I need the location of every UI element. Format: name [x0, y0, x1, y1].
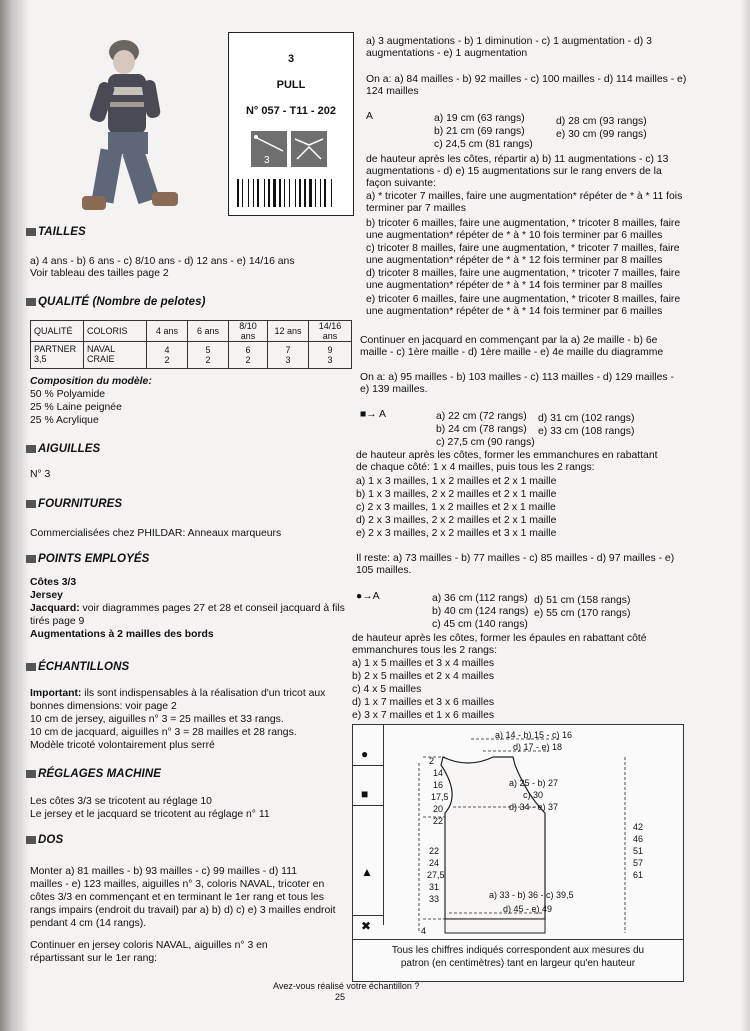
right-text-line: b) 1 x 3 mailles, 2 x 2 mailles et 2 x 1 maille [356, 489, 557, 500]
gauge-line: bonnes dimensions: voir page 2 [30, 701, 177, 712]
gauge-line: Important: ils sont indispensables à la réalisation d'un tricot aux [30, 688, 326, 699]
table-header-cell: QUALITÉ [31, 321, 84, 342]
total-height: 46 [633, 834, 644, 844]
armhole-depth: 20 [433, 804, 444, 814]
needles-text: N° 3 [30, 469, 51, 480]
heading-echantillons: ÉCHANTILLONS [26, 661, 129, 673]
right-text-line: de hauteur après les côtes, former les emmanchures en rabattant [356, 450, 658, 461]
barcode-bar [322, 179, 323, 207]
barcode-bar [315, 179, 316, 207]
armhole-depth: 22 [433, 816, 444, 826]
machine-line: Les côtes 3/3 se tricotent au réglage 10 [30, 796, 212, 807]
right-text-line: de hauteur après les côtes, répartir a) b) 11 augmentations - c) 13 [366, 154, 669, 165]
right-text-line: une augmentation* répéter de * à * 14 fois terminer par 6 mailles [366, 306, 663, 317]
barcode-bar [331, 179, 332, 207]
stitch-line: Jersey [30, 590, 63, 601]
barcode-bar [291, 179, 294, 207]
marker-dot: ●→A [356, 591, 380, 602]
right-text-line: c) tricoter 8 mailles, faire une augmentation, * tricoter 7 mailles, faire [366, 243, 680, 254]
right-text-line: e) 2 x 3 mailles, 2 x 2 mailles et 3 x 1 maille [356, 528, 557, 539]
table-header-row [31, 321, 352, 342]
right-text-line: une augmentation* répéter de * à * 14 fois terminer par 8 mailles [366, 280, 663, 291]
diagram-caption: Tous les chiffres indiqués correspondent aux mesures du [391, 945, 645, 956]
right-text-line: b) 2 x 5 mailles et 2 x 4 mailles [352, 671, 495, 682]
measure: e) 33 cm (108 rangs) [538, 426, 635, 437]
triangle-icon: ▲ [361, 865, 373, 879]
qty-cell: 9 3 [309, 342, 352, 369]
heading-dos: DOS [26, 834, 63, 846]
right-text-line: une augmentation* répéter de * à * 10 fois terminer par 6 mailles [366, 230, 663, 241]
barcode-bar [299, 179, 301, 207]
right-text-line: a) 1 x 5 mailles et 3 x 4 mailles [352, 658, 495, 669]
right-text-line: c) 2 x 3 mailles, 1 x 2 mailles et 2 x 1 maille [356, 502, 556, 513]
total-height: 51 [633, 846, 644, 856]
page-number: 25 [335, 992, 346, 1002]
model-photo [78, 32, 182, 218]
right-text-line: d) 1 x 7 mailles et 3 x 6 mailles [352, 697, 495, 708]
body-height: 33 [429, 894, 440, 904]
table-header-cell: COLORIS [84, 321, 147, 342]
barcode-bar [317, 179, 319, 207]
stitch-line: Jacquard: voir diagrammes pages 27 et 28 et conseil jacquard à fils [30, 603, 345, 614]
barcode-bar [240, 179, 241, 207]
model-number: 3 [287, 53, 295, 65]
heading-tailles: TAILLES [26, 226, 86, 238]
barcode-bar [248, 179, 249, 207]
table-header-cell: 6 ans [188, 321, 229, 342]
back-line: rangs impairs (endroit du travail) par a) b) d) c) e) 3 mailles endroit [30, 905, 336, 916]
barcode-bar [313, 179, 314, 207]
back-line: côtes 3/3 en commençant et en terminant le 1er rang et tous les [30, 892, 324, 903]
diagram-caption: patron (en centimètres) tant en largeur qu'en hauteur [400, 958, 636, 969]
qty-cell: 5 2 [188, 342, 229, 369]
armhole-depth: 14 [433, 768, 444, 778]
heading-qualite: QUALITÉ (Nombre de pelotes) [26, 296, 206, 308]
barcode-bar [268, 179, 270, 207]
rib-height: 4 [421, 926, 427, 936]
barcode-bar [320, 179, 321, 207]
marker-square: ■→ A [360, 409, 386, 420]
right-text-line: b) tricoter 6 mailles, faire une augmentation, * tricoter 8 mailles, faire [366, 218, 681, 229]
heading-fournitures: FOURNITURES [26, 498, 122, 510]
stitch-line: Augmentations à 2 mailles des bords [30, 629, 214, 640]
footer-note: Avez-vous réalisé votre échantillon ? [273, 981, 420, 991]
right-text-line: d) tricoter 8 mailles, faire une augmentation, * tricoter 7 mailles, faire [366, 268, 681, 279]
measure: d) 28 cm (93 rangs) [556, 116, 647, 127]
total-height: 42 [633, 822, 644, 832]
table-header-cell: 12 ans [268, 321, 309, 342]
quality-cell: PARTNER 3,5 [31, 342, 84, 369]
back-line: Monter a) 81 mailles - b) 93 mailles - c) 99 mailles - d) 111 [30, 866, 297, 877]
barcode-bar [250, 179, 252, 207]
measure: c) 27,5 cm (90 rangs) [436, 437, 535, 448]
right-text-line: augmentations - e) 1 augmentation [366, 48, 528, 59]
right-text-line: a) 3 augmentations - b) 1 diminution - c) 1 augmentation - d) 3 [366, 36, 652, 47]
body-height: 31 [429, 882, 440, 892]
barcode-bar [257, 179, 259, 207]
armhole-depth: 2 [429, 756, 435, 766]
barcode-bar [260, 179, 263, 207]
barcode-bar [253, 179, 254, 207]
barcode-bar [309, 179, 312, 207]
right-text-line: de chaque côté: 1 x 4 mailles, puis tous les 2 rangs: [356, 462, 595, 473]
right-text-line: de hauteur après les côtes, former les épaules en rabattant côté [352, 633, 647, 644]
total-height: 57 [633, 858, 644, 868]
right-text-line: On a: a) 95 mailles - b) 103 mailles - c) 113 mailles - d) 129 mailles - [360, 372, 674, 383]
measure: b) 40 cm (124 rangs) [432, 606, 529, 617]
square-icon: ■ [361, 787, 369, 801]
barcode-bar [282, 179, 283, 207]
needle-size-icon [251, 131, 287, 167]
barcode-bar [255, 179, 256, 207]
right-text-line: 124 mailles [366, 86, 419, 97]
quantity-table [30, 320, 352, 369]
qty-cell: 4 2 [147, 342, 188, 369]
measure: c) 24,5 cm (81 rangs) [434, 139, 533, 150]
right-text-line: terminer par 7 mailles [366, 203, 466, 214]
machine-line: Le jersey et le jacquard se tricotent au réglage n° 11 [30, 809, 270, 820]
table-row [31, 342, 352, 369]
measure: e) 30 cm (99 rangs) [556, 129, 647, 140]
measure: a) 22 cm (72 rangs) [436, 411, 527, 422]
barcode-bar [333, 179, 335, 207]
qty-cell: 6 2 [229, 342, 268, 369]
symbol-column [353, 725, 384, 933]
barcode-bar [302, 179, 303, 207]
chest-width: a) 25 - b) 27 [509, 778, 559, 788]
chest-width: d) 34 - e) 37 [509, 802, 559, 812]
total-height: 61 [633, 870, 644, 880]
measure: e) 55 cm (170 rangs) [534, 608, 631, 619]
right-text-line: e) tricoter 6 mailles, faire une augmentation, * tricoter 8 mailles, faire [366, 294, 681, 305]
barcode-bar [324, 179, 326, 207]
right-text-line: Continuer en jacquard en commençant par la a) 2e maille - b) 6e [360, 335, 658, 346]
garment-name: PULL [276, 79, 306, 91]
barcode-bar [304, 179, 306, 207]
gauge-line: 10 cm de jacquard, aiguilles n° 3 = 28 mailles et 28 rangs. [30, 727, 297, 738]
qty-cell: 7 3 [268, 342, 309, 369]
colors-cell [84, 342, 147, 369]
body-height: 24 [429, 858, 440, 868]
right-text-line: Il reste: a) 73 mailles - b) 77 mailles - c) 85 mailles - d) 97 mailles - e) [356, 553, 675, 564]
body-height: 22 [429, 846, 440, 856]
armhole-depth: 16 [433, 780, 444, 790]
circle-icon: ● [361, 747, 369, 761]
sizes-ref: Voir tableau des tailles page 2 [30, 268, 169, 279]
hem-width: a) 33 - b) 36 - c) 39,5 [489, 890, 574, 900]
right-text-line: e) 139 mailles. [360, 384, 428, 395]
right-text-line: On a: a) 84 mailles - b) 92 mailles - c) 100 mailles - d) 114 mailles - e) [366, 74, 687, 85]
page-edge [740, 0, 750, 1031]
schematic-diagram [352, 724, 684, 982]
armhole-depth: 17,5 [431, 792, 449, 802]
composition-line: 50 % Polyamide [30, 389, 106, 400]
table-header-cell: 8/10 ans [229, 321, 268, 342]
right-text-line: augmentations - d) e) 15 augmentations sur le rang envers de la [366, 166, 662, 177]
barcode-bar [289, 179, 290, 207]
model-id-box [228, 32, 354, 216]
barcode-bar [244, 179, 247, 207]
supplies-text: Commercialisées chez PHILDAR: Anneaux marqueurs [30, 528, 282, 539]
right-text-line: e) 3 x 7 mailles et 1 x 6 mailles [352, 710, 495, 721]
heading-aiguilles: AIGUILLES [26, 443, 100, 455]
model-reference: N° 057 - T11 - 202 [245, 105, 336, 117]
neck-width: d) 17 - e) 18 [513, 742, 563, 752]
measure: d) 31 cm (102 rangs) [538, 413, 635, 424]
right-text-line: d) 2 x 3 mailles, 2 x 2 mailles et 2 x 1 maille [356, 515, 557, 526]
stitch-line: tirés page 9 [30, 616, 85, 627]
measure: a) 36 cm (112 rangs) [432, 593, 528, 604]
table-header-cell: 14/16 ans [309, 321, 352, 342]
barcode-bar [284, 179, 285, 207]
barcode-bar [277, 179, 278, 207]
barcode-bar [237, 179, 239, 207]
binding-gutter [0, 0, 30, 1031]
barcode-bar [264, 179, 265, 207]
composition-heading: Composition du modèle: [30, 376, 152, 387]
barcode-bar [307, 179, 308, 207]
barcode-bar [327, 179, 330, 207]
heading-points: POINTS EMPLOYÉS [26, 553, 149, 565]
composition-line: 25 % Acrylique [30, 415, 99, 426]
barcode-bar [297, 179, 298, 207]
neck-width: a) 14 - b) 15 - c) 16 [495, 730, 573, 740]
right-text-line: maille - c) 1ère maille - d) 1ère maille - e) 4e maille du diagramme [360, 347, 664, 358]
measure: b) 21 cm (69 rangs) [434, 126, 525, 137]
heading-reglages: RÉGLAGES MACHINE [26, 768, 161, 780]
barcode-bar [266, 179, 267, 207]
measure: c) 45 cm (140 rangs) [432, 619, 528, 630]
gauge-line: Modèle tricoté volontairement plus serré [30, 740, 215, 751]
barcode-bar [242, 179, 243, 207]
gauge-line: 10 cm de jersey, aiguilles n° 3 = 25 mailles et 33 rangs. [30, 714, 284, 725]
table-header-cell: 4 ans [147, 321, 188, 342]
color-craie: CRAIE [87, 354, 115, 364]
svg-text:3: 3 [264, 155, 270, 166]
back-line: Continuer en jersey coloris NAVAL, aiguilles n° 3 en [30, 940, 268, 951]
measure: b) 24 cm (78 rangs) [436, 424, 527, 435]
barcode-bar [279, 179, 281, 207]
sizes-line: a) 4 ans - b) 6 ans - c) 8/10 ans - d) 12 ans - e) 14/16 ans [30, 256, 295, 267]
barcode-bar [273, 179, 276, 207]
measure: a) 19 cm (63 rangs) [434, 113, 525, 124]
barcode-bar [271, 179, 272, 207]
marker-a: A [366, 111, 373, 122]
barcode-bar [295, 179, 296, 207]
cross-icon: ✖ [361, 919, 372, 933]
back-line: répartissant sur le 1er rang: [30, 953, 158, 964]
right-text-line: façon suivante: [366, 178, 436, 189]
back-line: mailles - e) 123 mailles, aiguilles n° 3, coloris NAVAL, tricoter en [30, 879, 325, 890]
barcode-bar [286, 179, 288, 207]
knitting-level-icon [291, 131, 327, 167]
barcode [237, 179, 343, 207]
right-text-line: 105 mailles. [356, 565, 412, 576]
hem-width: d) 45 - e) 49 [503, 904, 553, 914]
right-text-line: c) 4 x 5 mailles [352, 684, 422, 695]
stitch-line: Côtes 3/3 [30, 577, 77, 588]
right-text-line: emmanchures tous les 2 rangs: [352, 645, 497, 656]
right-text-line: une augmentation* répéter de * à * 12 fois terminer par 8 mailles [366, 255, 663, 266]
composition-line: 25 % Laine peignée [30, 402, 122, 413]
body-height: 27,5 [427, 870, 445, 880]
chest-width: c) 30 [523, 790, 544, 800]
right-text-line: a) * tricoter 7 mailles, faire une augmentation* répéter de * à * 11 fois [366, 191, 683, 202]
right-text-line: a) 1 x 3 mailles, 1 x 2 mailles et 2 x 1 maille [356, 476, 557, 487]
back-line: pendant 4 cm (14 rangs). [30, 918, 147, 929]
color-naval: NAVAL [87, 344, 116, 354]
measure: d) 51 cm (158 rangs) [534, 595, 631, 606]
